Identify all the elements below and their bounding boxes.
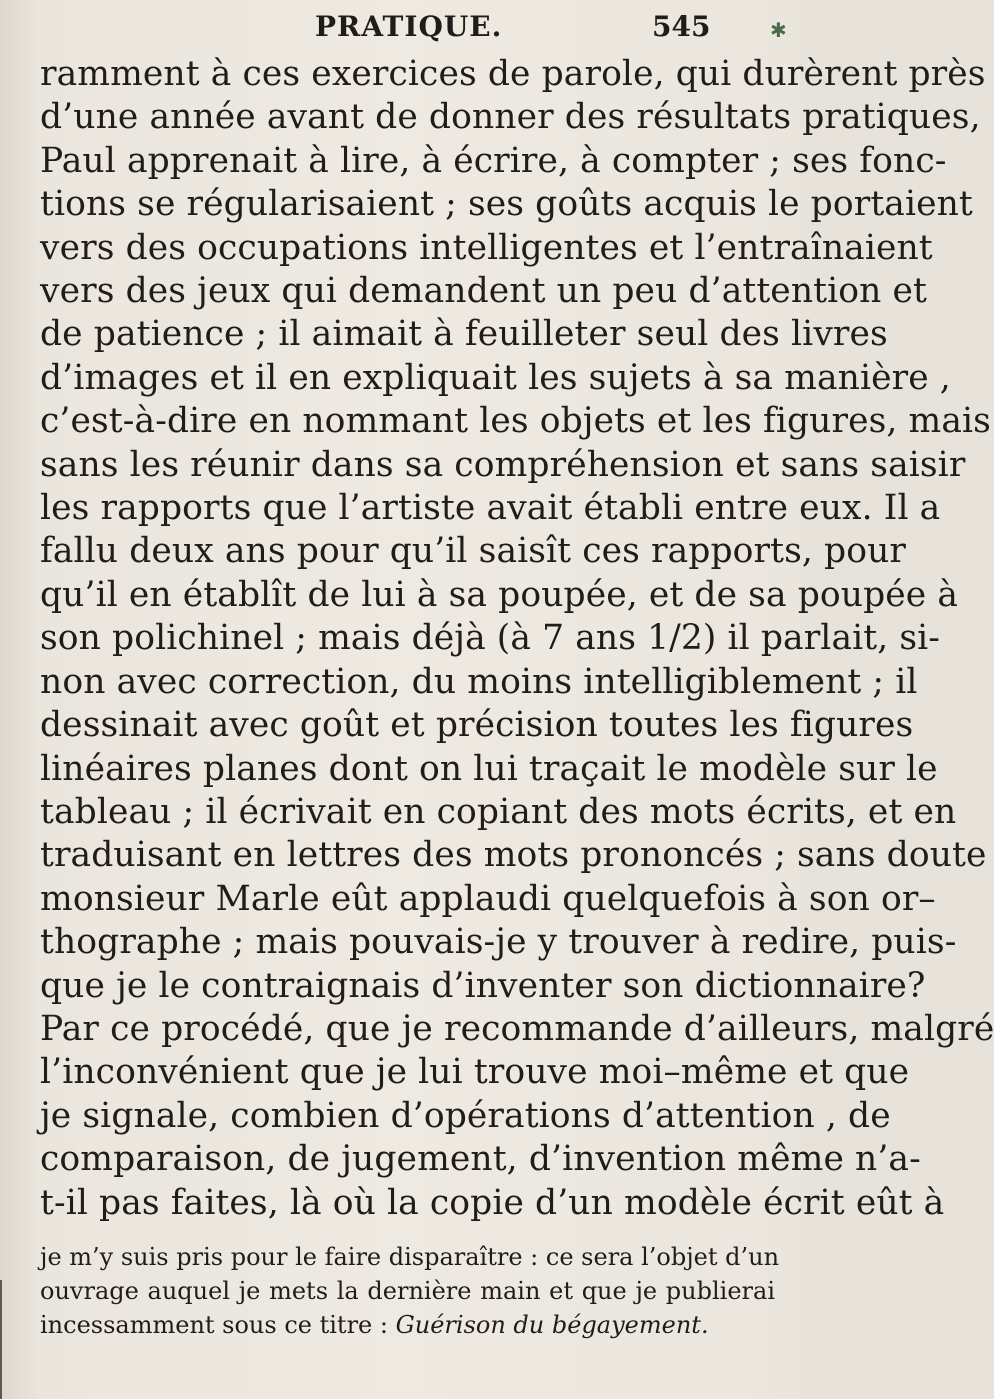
text-line: tions se régularisaient ; ses goûts acquis le portaient	[40, 184, 973, 225]
footnote-text: incessamment sous ce titre :	[40, 1311, 396, 1339]
text-line: traduisant en lettres des mots prononcés ; sans doute	[40, 835, 987, 876]
footnote-line	[40, 1308, 775, 1342]
footnote-line: je m’y suis pris pour le faire disparaître : ce sera l’objet d’un	[40, 1243, 780, 1271]
text-line: fallu deux ans pour qu’il saisît ces rapports, pour	[40, 531, 906, 572]
text-line: thographe ; mais pouvais-je y trouver à redire, puis-	[40, 922, 957, 963]
text-line: non avec correction, du moins intelligiblement ; il	[40, 661, 918, 702]
text-line: son polichinel ; mais déjà (à 7 ans 1/2) il parlait, si-	[40, 618, 941, 659]
text-line: linéaires planes dont on lui traçait le modèle sur le	[40, 748, 938, 789]
text-line: d’images et il en expliquait les sujets à sa manière ,	[40, 357, 951, 398]
text-line: Par ce procédé, que je recommande d’ailleurs, malgré	[40, 1008, 994, 1049]
text-line: que je le contraignais d’inventer son dictionnaire?	[40, 965, 926, 1006]
text-line: monsieur Marle eût applaudi quelquefois à son or–	[40, 878, 936, 919]
text-line: vers des occupations intelligentes et l’entraînaient	[40, 227, 933, 268]
page-header	[0, 6, 800, 50]
text-line: l’inconvénient que je lui trouve moi–même et que	[40, 1052, 910, 1093]
text-line: les rapports que l’artiste avait établi entre eux. Il a	[40, 488, 941, 529]
margin-mark-icon: ✱	[770, 18, 787, 42]
running-title: PRATIQUE.	[315, 10, 503, 43]
text-line: ramment à ces exercices de parole, qui durèrent près	[40, 54, 986, 94]
text-line: Paul apprenait à lire, à écrire, à compter ; ses fonc-	[40, 140, 947, 181]
page-edge-shadow	[0, 1280, 2, 1399]
text-line: t-il pas faites, là où la copie d’un modèle écrit eût à	[40, 1182, 945, 1223]
main-text	[40, 53, 994, 1225]
page-number: 545	[652, 10, 711, 43]
text-line: vers des jeux qui demandent un peu d’attention et	[40, 271, 927, 312]
text-line: je signale, combien d’opérations d’attention , de	[40, 1095, 891, 1136]
text-line: dessinait avec goût et précision toutes les figures	[40, 705, 914, 746]
text-line: c’est-à-dire en nommant les objets et les figures, mais	[40, 401, 991, 442]
footnote	[40, 1240, 780, 1342]
footnote-line: ouvrage auquel je mets la dernière main et que je publierai	[40, 1277, 775, 1305]
book-title: Guérison du bégayement.	[395, 1311, 709, 1339]
text-line: sans les réunir dans sa compréhension et sans saisir	[40, 444, 966, 485]
text-line: tableau ; il écrivait en copiant des mots écrits, et en	[40, 791, 957, 832]
text-line: d’une année avant de donner des résultats pratiques,	[40, 97, 981, 138]
text-line: qu’il en établît de lui à sa poupée, et de sa poupée à	[40, 574, 959, 615]
text-line: de patience ; il aimait à feuilleter seul des livres	[40, 314, 888, 355]
text-line: comparaison, de jugement, d’invention même n’a-	[40, 1139, 921, 1180]
